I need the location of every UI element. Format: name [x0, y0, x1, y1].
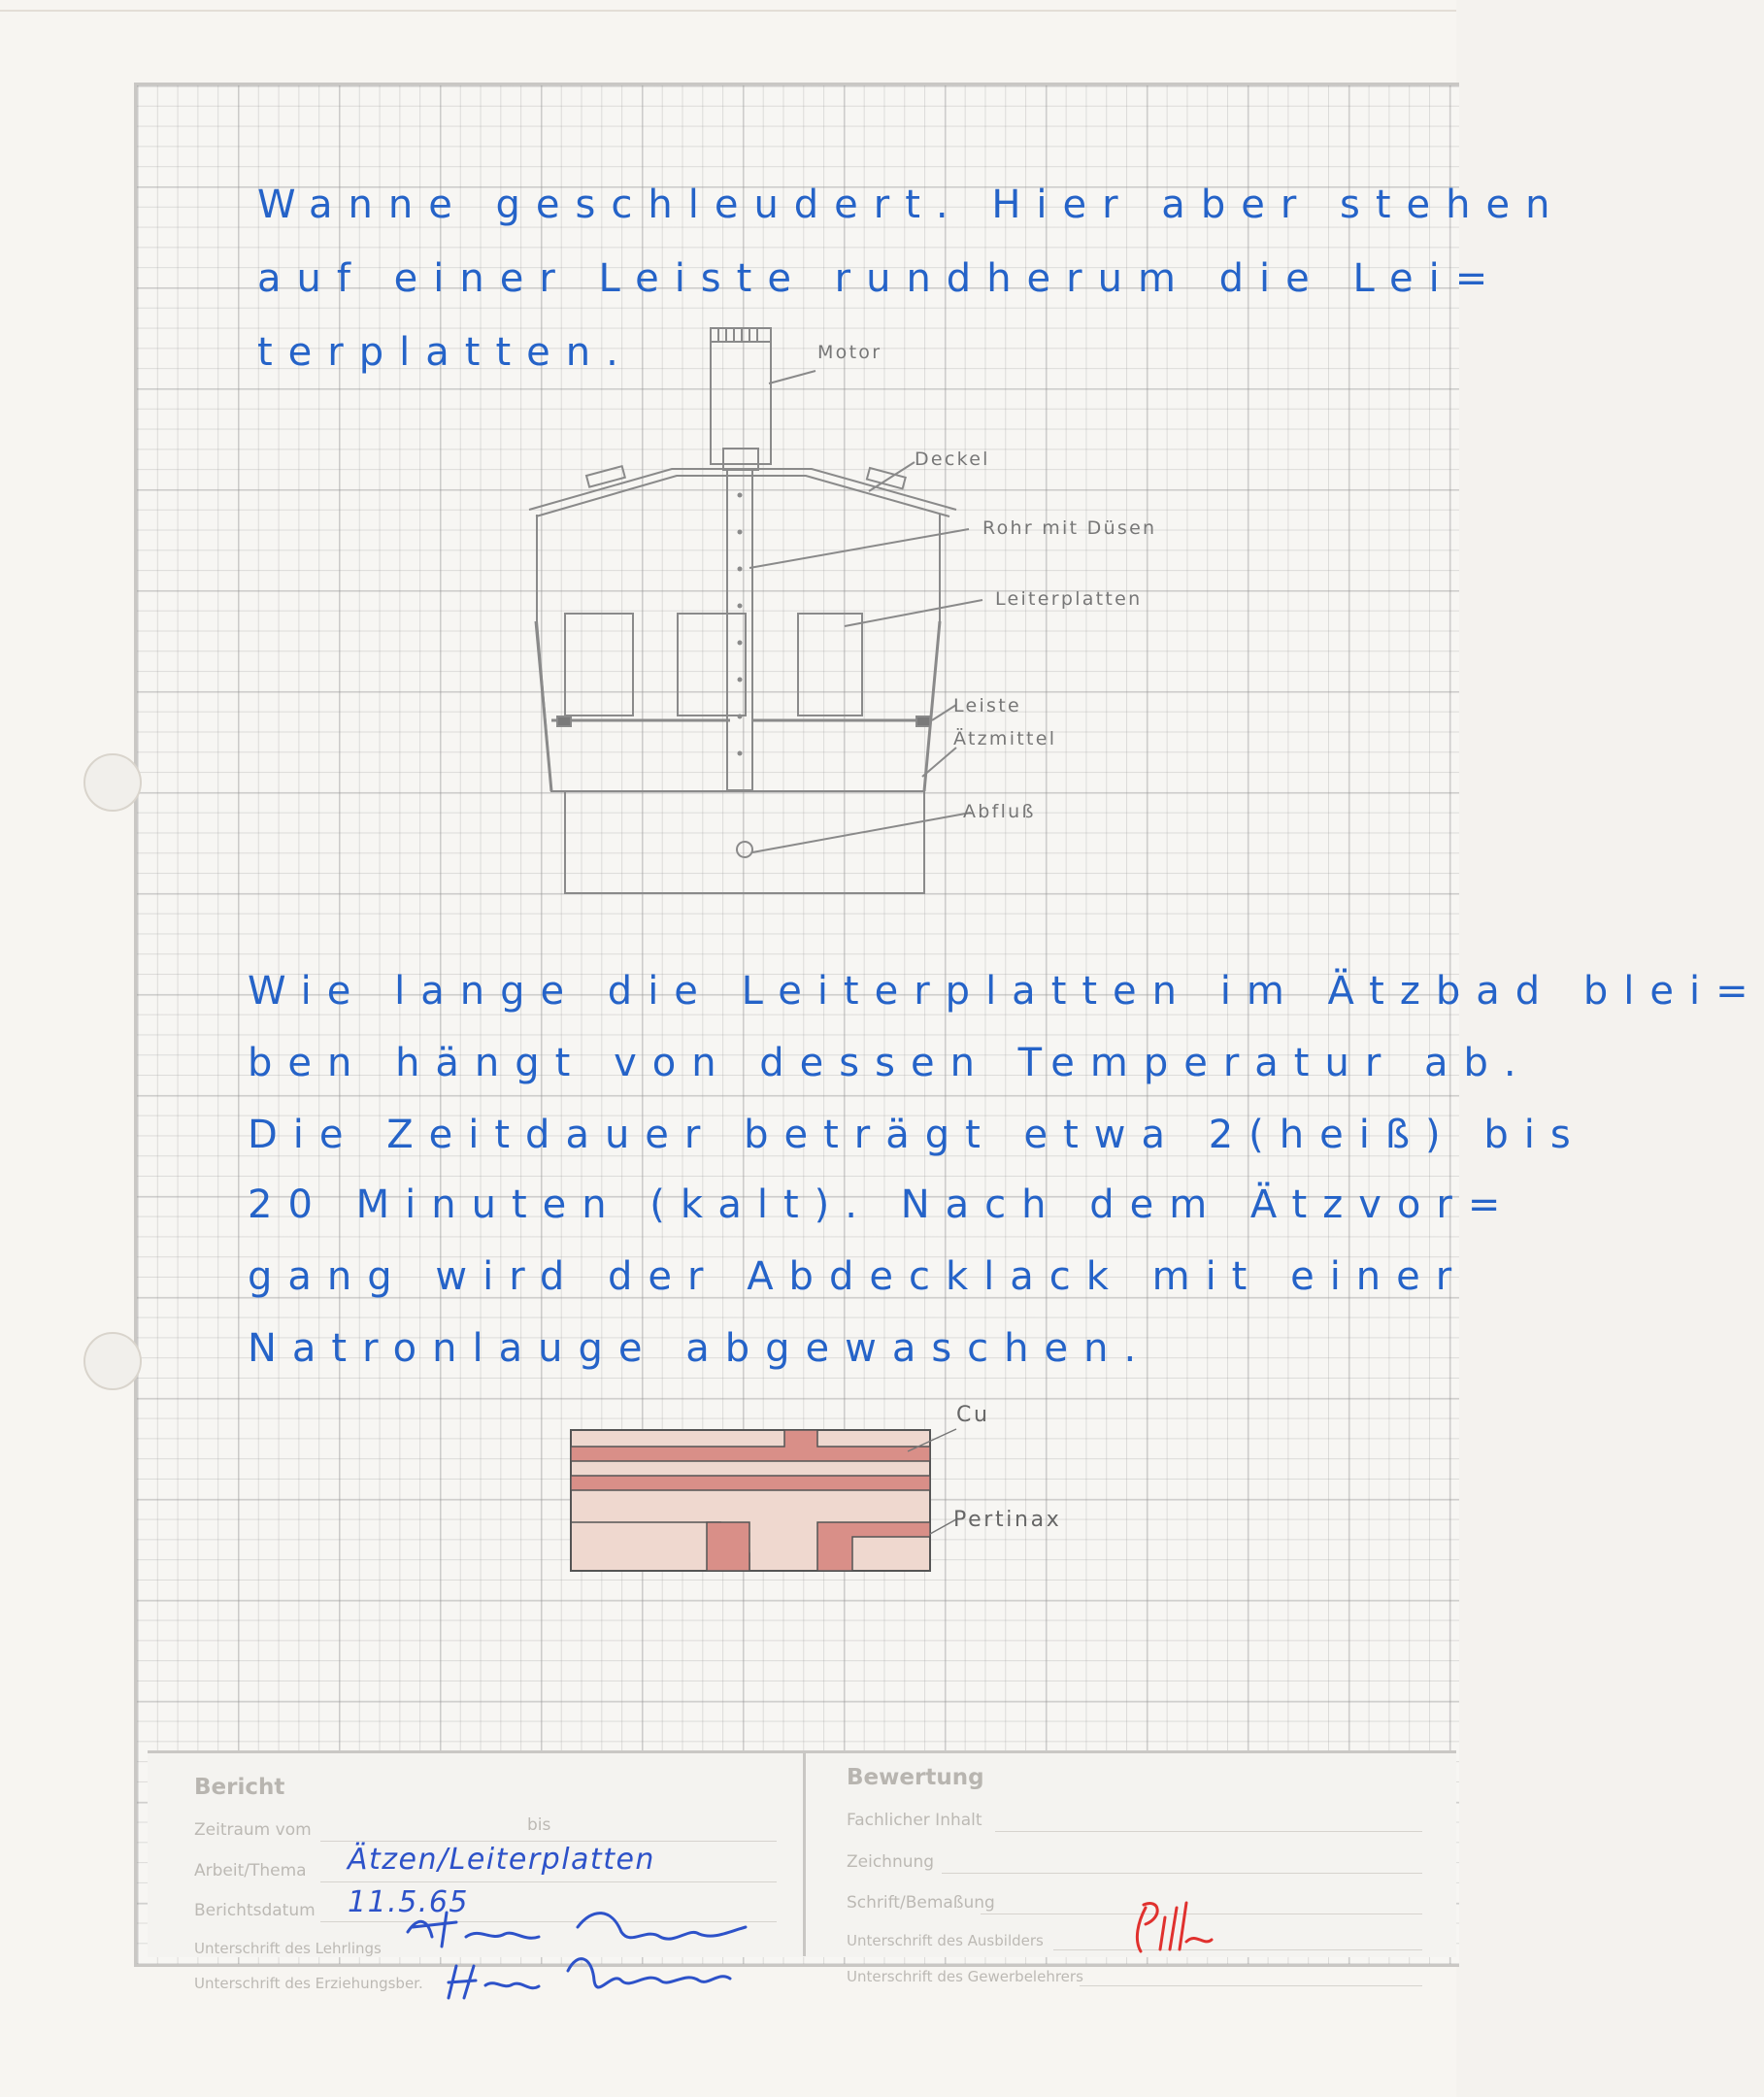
text-line-4: Wie lange die Leiterplatten im Ätzbad blei=: [248, 969, 1764, 1014]
zeichnung-label: Zeichnung: [847, 1852, 935, 1872]
bewertung-heading: Bewertung: [847, 1765, 984, 1790]
label-motor: Motor: [817, 342, 882, 363]
zeitraum-label: Zeitraum vom: [194, 1820, 312, 1840]
text-line-7: 20 Minuten (kalt). Nach dem Ätzvor=: [248, 1182, 1516, 1227]
ausbilder-label: Unterschrift des Ausbilders: [847, 1932, 1044, 1949]
label-deckel: Deckel: [915, 449, 990, 470]
arbeit-label: Arbeit/Thema: [194, 1861, 307, 1881]
text-line-6: Die Zeitdauer beträgt etwa 2(heiß) bis: [248, 1113, 1586, 1157]
text-line-8: gang wird der Abdecklack mit einer: [248, 1254, 1468, 1299]
label-leiste: Leiste: [953, 695, 1021, 716]
schrift-label: Schrift/Bemaßung: [847, 1893, 995, 1913]
erziehungsber-label: Unterschrift des Erziehungsber.: [194, 1975, 423, 1992]
bericht-heading: Bericht: [194, 1775, 285, 1800]
gewerbelehrer-label: Unterschrift des Gewerbelehrers: [847, 1968, 1083, 1985]
bis-label: bis: [527, 1815, 551, 1835]
label-abfluss: Abfluß: [963, 801, 1036, 822]
label-cu: Cu: [956, 1403, 990, 1427]
datum-value: 11.5.65: [348, 1885, 470, 1919]
lehrling-label: Unterschrift des Lehrlings: [194, 1940, 382, 1957]
text-line-1: Wanne geschleudert. Hier aber stehen: [257, 183, 1566, 227]
text-line-3: terplatten.: [257, 330, 634, 375]
label-leiterplatten: Leiterplatten: [995, 588, 1143, 610]
label-pertinax: Pertinax: [953, 1508, 1062, 1532]
datum-label: Berichtsdatum: [194, 1901, 316, 1920]
text-line-9: Natronlauge abgewaschen.: [248, 1326, 1152, 1371]
arbeit-value: Ätzen/Leiterplatten: [348, 1843, 655, 1877]
text-line-2: auf einer Leiste rundherum die Lei=: [257, 256, 1504, 301]
text-line-5: ben hängt von dessen Temperatur ab.: [248, 1041, 1532, 1085]
fachlicher-label: Fachlicher Inhalt: [847, 1811, 982, 1830]
label-aetzmittel: Ätzmittel: [953, 728, 1057, 749]
label-rohr-mit-duesen: Rohr mit Düsen: [982, 517, 1157, 539]
